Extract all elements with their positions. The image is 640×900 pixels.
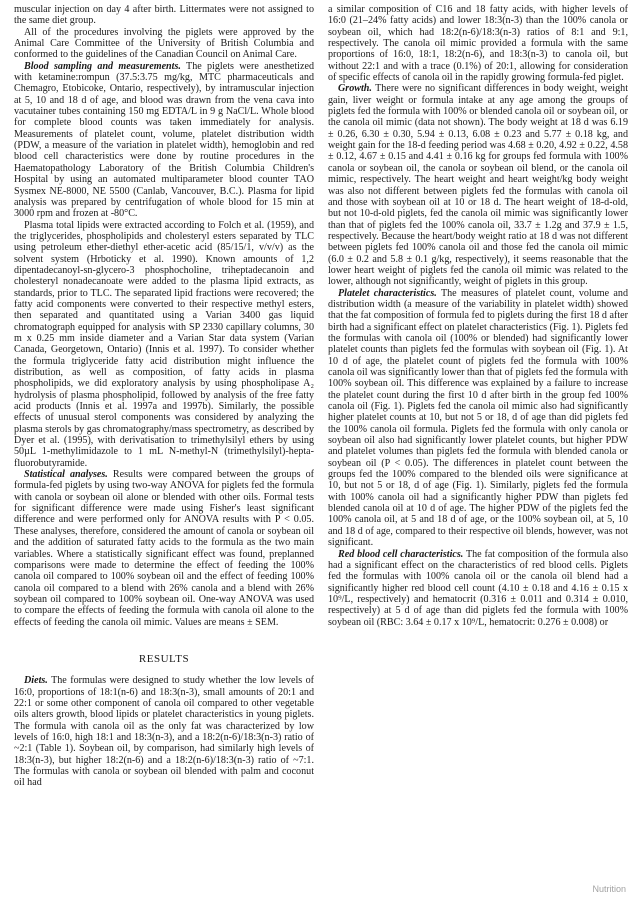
platelet-paragraph	[328, 288, 628, 549]
results-section-title: RESULTS	[138, 652, 190, 665]
growth-text: There were no significant differences in body weight, weight gain, liver weight or formula intake at any age among the groups of piglets fed the formula with 100% or blended canola oil or soybean oil, or the canola oil mimic (data not shown). The body weight at 18 d was 6.19 ± 0.26, 6.30 ± 0.30, 5.94 ± 0.13, 6.08 ± 0.23 and 5.77 ± 0.18 kg, and weight gain for the 18-d feeding period was 4.68 ± 0.20, 4.92 ± 0.22, 4.58 ± 0.12, 4.67 ± 0.15 and 4.41 ± 0.16 kg for groups fed formula with 100% canola or soybean oil, the canola or soybean oil blend, or the canola oil mimic, respectively. The heart weight and heart weight/kg body weight was also not different between piglets fed the formulas with canola oil and those with soybean oil at 10 or 18 d. The heart weight of 18-d-old, but not 10-d-old piglets, fed the canola oil mimic was significantly lower than that of piglets fed the 100% canola oil, 33.7 ± 1.2g and 37.9 ± 1.5, respectively. Because the heart/body weight ratio at 18 d was not different between piglets fed 100% canola oil and those fed the canola oil mimic (6.0 ± 0.2 and 5.8 ± 0.1 g/kg, respectively), it seems reasonable that the lower heart weight of piglets fed the canola oil mimic was related to the lower, although not significantly, weight of piglets in this group.	[328, 83, 628, 288]
methods-intro-paragraph: muscular injection on day 4 after birth. Littermates were not assigned to the same diet group.	[14, 4, 314, 27]
blood-sampling-paragraph	[14, 61, 314, 220]
watermark-logo: Nutrition	[592, 884, 626, 894]
statistics-paragraph	[14, 469, 314, 628]
diets-text: The formulas were designed to study whether the low levels of 16:0, proportions of 18:1(n-6) and 18:3(n-3), small amounts of 20:1 and 22:1 or some other component of canola oil compared to other vegetable oils alters growth, blood lipids or platelet characteristics in young piglets. The formula with canola oil as the only fat was characterized by low levels of 16:0, high 18:1 and 18:3(n-3), and a 18:2(n-6)/18:3(n-3) ratio of ~2:1 (Table 1). Soybean oil, by comparison, had similarly high levels of 18:3(n-3), but higher 18:2(n-6) and a 18:2(n-6)/18:3(n-3) ratio of ~7:1. The formulas with canola or soybean oil blended with palm and coconut oil had	[14, 675, 314, 789]
statistics-text: Results were compared between the groups of formula-fed piglets by using two-way ANOVA for piglets fed the formula with canola or soybean oil alone or blended with other oils. Formal tests for significant difference were made using Fisher's least significant difference and were performed only for ANOVA results with P < 0.05. These analyses, therefore, considered the amount of canola or soybean oil and the addition of saturated fatty acids to the formula as the two main variables. Where a statistically significant effect was found, preplanned comparisons were made to determine the effect of feeding the 100% canola oil compared to 100% soybean oil and the effect of feeding 100% canola oil compared to a blend with 26% canola and a blend with 26% soybean oil compared to 100% soybean oil. One-way ANOVA was used to compare the effects of feeding the formula with canola oil alone to the effects of feeding the canola oil mimic. Values are means ± SEM.	[14, 469, 314, 628]
platelet-heading: Platelet characteristics.	[338, 287, 437, 299]
diets-paragraph	[14, 675, 314, 788]
lipid-analysis-paragraph: Plasma total lipids were extracted according to Folch et al. (1959), and the triglycerides, phospholipids and cholesteryl esters separated by TLC using petroleum ether-diethyl ether-acetic acid (85/15/1, v/v/v) as the solvent system (Hrboticky et al. 1990). Known amounts of 1,2 dipentadecanoyl-sn-glycero-3 phosphocholine, triheptadecanoin and cholesteryl nonadecanoate were added to the plasma lipid extracts, as standards, prior to TLC. The separated lipid fractions were recovered; the fatty acid components were converted to their respective methyl esters, then separated and quantitated using a Varian 3400 gas liquid chromatograph equipped for analysis with SP 2330 capillary columns, 30 m x 0.25 mm inside diameter and a Varian Star data system (Varian Canada, Georgetown, Ontario) (Innis et al. 1997). To consider whether the formula triglyceride fatty acid distribution might influence the distribution, as well as composition, of fatty acids in plasma phospholipids, we did exploratory analysis by using phospholipase A₂ hydrolysis of plasma phospholipid, followed by analysis of the free fatty acid products (Innis et al. 1997a and 1997b). Similarly, the possible effects of unusual sterol components was considered by analyzing the plasma sterols by gas chromatography/mass spectrometry, as described by Dyer et al. (1995), with derivatisation to trimethylsilyl ethers by using 50µL 1-methylimidazole to 1 mL N-methyl-N (trimethylsilyl)-hepta-fluorobutyramide.	[14, 219, 314, 469]
statistics-heading: Statistical analyses.	[24, 469, 108, 481]
red-blood-cell-text: The fat composition of the formula also had a significant effect on the characteristics of red blood cells. Piglets fed the formulas with 100% canola oil or the canola oil blend had a significantly higher red blood cell count (4.10 ± 0.18 and 4.16 ± 0.15 x 10⁹/L, respectively) and hematocrit (0.316 ± 0.011 and 0.314 ± 0.010, respectively) at 5 d of age than did piglets fed the formula with 100% soybean oil (RBC: 3.64 ± 0.17 x 10⁹/L, hematocrit: 0.276 ± 0.008) or	[328, 548, 628, 628]
blood-sampling-heading: Blood sampling and measurements.	[24, 60, 181, 72]
ethics-paragraph: All of the procedures involving the piglets were approved by the Animal Care Committee of the University of British Columbia and conformed to the guidelines of the Canadian Council on Animal Care.	[14, 26, 314, 61]
growth-paragraph	[328, 83, 628, 287]
red-blood-cell-paragraph	[328, 549, 628, 628]
diets-continued-paragraph: a similar composition of C16 and 18 fatty acids, with higher levels of 16:0 (21–24% fatty acids) and lower 18:3(n-3) than the 100% canola or soybean oil, which had 18:2(n-6)/18:3(n-3) ratios of 8:1 and 9:1, respectively. The canola oil mimic provided a formula with the same proportions of 16:0, 18:1, 18:2(n-6), and 18:3(n-3) to canola oil, but without 22:1 and with a trace (0.1%) of 20:1, allowing for consideration of specific effects of canola oil in the rapidly growing formula-fed piglet.	[328, 4, 628, 84]
left-column	[14, 4, 314, 900]
diets-heading: Diets.	[24, 675, 48, 687]
blood-sampling-text: The piglets were anesthetized with ketamine:rompun (37.5:3.75 mg/kg, MTC pharmaceuticals and Chemagro, Etobicoke, Ontario, respectively), by intramuscular injection at 5, 10 and 18 d of age, and blood was drawn from the vena cava into vacutainer tubes containing 150 mg EDTA/L in 9 g NaCl/L. Whole blood for complete blood counts was taken immediately for analysis. Measurements of platelet count, volume, platelet distribution width (PDW, a measure of the variation in platelet width), hemoglobin and red blood cell characteristics were done by routine procedures in the Haematopathology Laboratory of the British Columbia Children's Hospital by using an automated multiparameter blood counter TAO Sysmex NE-8000, NE 5500 (Canlab, Vancouver, B.C.). Plasma for lipid analysis was prepared by centrifugation of whole blood for 15 min at 3000 rpm and frozen at -80°C.	[14, 60, 314, 220]
right-column	[328, 4, 628, 900]
red-blood-cell-heading: Red blood cell characteristics.	[338, 548, 464, 560]
platelet-text: The measures of platelet count, volume and distribution width (a measure of the variability in platelet width) showed that the fat composition of formula fed to piglets during the first 18 d after birth had a significant effect on platelet characteristics (Fig. 1). Piglets fed the formulas with canola oil (100% or blended) had significantly lower platelet counts than piglets fed the formulas with soybean oil (Fig. 1). At 10 d of age, the platelet count of piglets fed the formula with 100% canola oil was significantly lower than that of piglets fed the formula with 100% soybean oil. This difference was explained by a failure to increase the platelet count during the first 10 d after birth in the group fed 100% canola oil (Fig. 1). Piglets fed the canola oil mimic also had significantly higher platelet counts at 10, but not 5 or 18, d of age than did piglets fed the 100% canola oil formula. Piglets fed the formula with only canola or soybean oil also had significantly lower platelet counts, but higher PDW and platelet volumes than piglets fed the formula with blended canola or soybean oil (P < 0.05). The differences in platelet count between the groups fed the 100% compared to the blended oils were significance at 10, but not 5 or 18, d of age (Fig. 1). Similarly, piglets fed the formula with 100% canola oil had a significantly higher PDW than piglets fed blended canola oil at 10 d of age. The higher PDW of the piglets fed the 100% canola oil, at 5 and 18 d of age, or the 100% soybean oil, at 5, 10 and 18 d of age, compared to their respective oil blends, however, was not significant.	[328, 287, 628, 549]
growth-heading: Growth.	[338, 83, 372, 95]
